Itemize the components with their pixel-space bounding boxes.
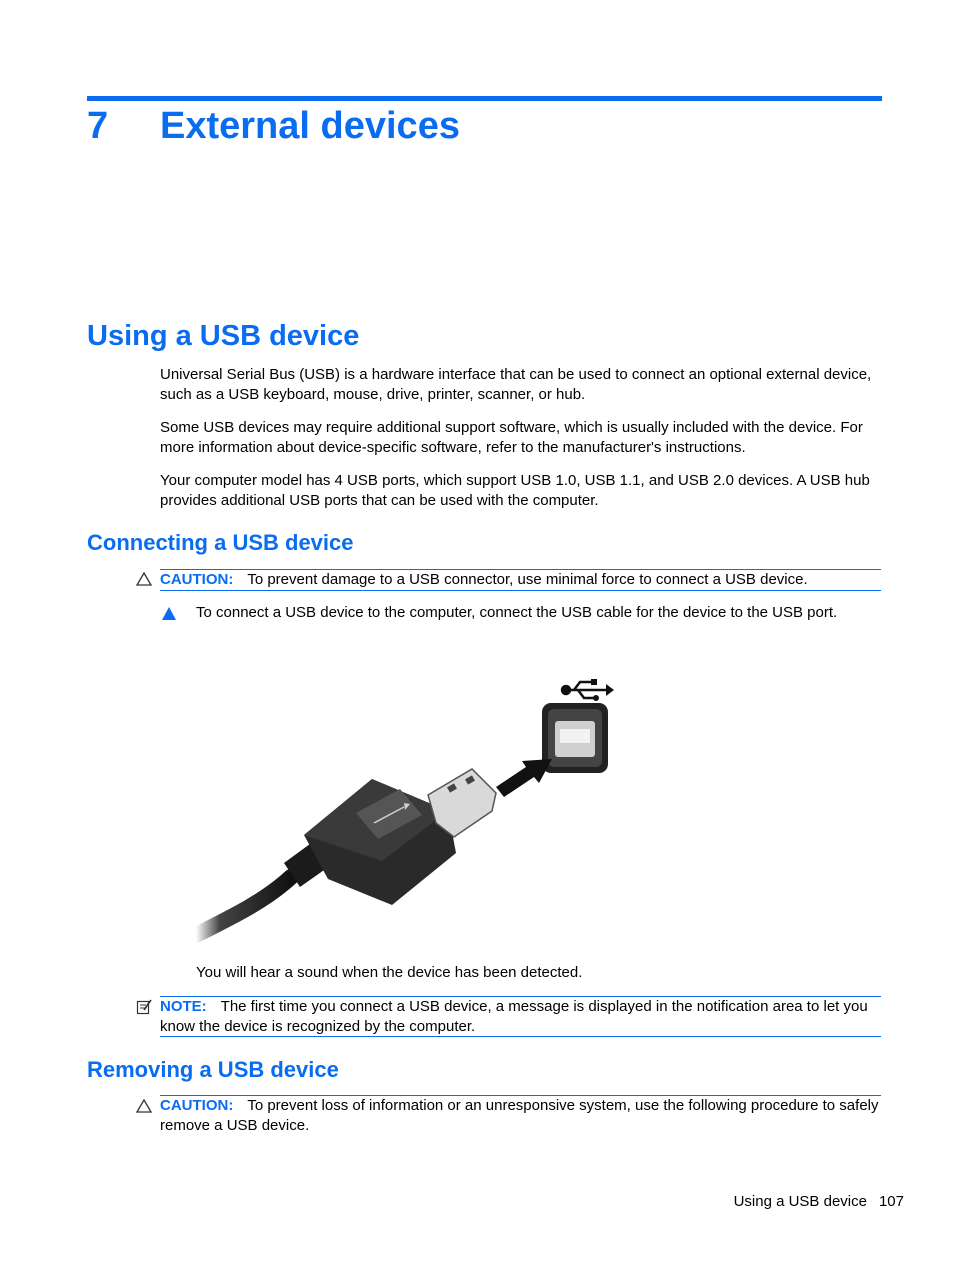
note-text: The first time you connect a USB device, a message is displayed in the notification area to let you know the device is recognized by the computer. [160, 998, 868, 1035]
caution-label: CAUTION: [160, 1097, 234, 1114]
section-title: Using a USB device [87, 320, 360, 352]
caution-icon [136, 1099, 152, 1113]
usb-port [542, 703, 608, 773]
software-paragraph: Some USB devices may require additional support software, which is usually included with the device. For more information about device-specific software, refer to the manufacturer's instructions. [160, 419, 863, 456]
usb-symbol-icon [562, 679, 614, 701]
remove-caution [160, 1095, 881, 1135]
chapter-title: External devices [160, 105, 460, 147]
ports-paragraph: Your computer model has 4 USB ports, which support USB 1.0, USB 1.1, and USB 2.0 devices. A USB hub provides additional USB ports that can be used with the computer. [160, 472, 870, 509]
usb-cable [196, 877, 291, 935]
chapter-heading [87, 103, 460, 149]
caution-text: To prevent damage to a USB connector, use minimal force to connect a USB device. [247, 571, 808, 588]
caution-icon [136, 572, 152, 586]
connecting-title: Connecting a USB device [87, 530, 354, 555]
insert-arrow-icon [496, 759, 552, 797]
page-number: 107 [878, 1193, 904, 1210]
connect-caution [160, 569, 881, 591]
chapter-rule [87, 96, 882, 101]
connect-step: To connect a USB device to the computer, connect the USB cable for the device to the USB port. [196, 604, 838, 621]
page-footer [700, 1193, 904, 1210]
note-label: NOTE: [160, 998, 207, 1015]
removing-title: Removing a USB device [87, 1057, 339, 1082]
detected-text: You will hear a sound when the device has been detected. [196, 964, 583, 981]
note-icon [136, 999, 152, 1015]
caution-label: CAUTION: [160, 571, 234, 588]
chapter-number: 7 [87, 105, 109, 147]
step-bullet-icon [162, 607, 176, 620]
usb-connection-illustration [196, 665, 616, 950]
caution-text: To prevent loss of information or an unresponsive system, use the following procedure to safely remove a USB device. [160, 1097, 879, 1134]
connect-note [160, 996, 881, 1037]
footer-section: Using a USB device [733, 1193, 867, 1210]
intro-paragraph: Universal Serial Bus (USB) is a hardware interface that can be used to connect an optional external device, such as a USB keyboard, mouse, drive, printer, scanner, or hub. [160, 366, 872, 403]
